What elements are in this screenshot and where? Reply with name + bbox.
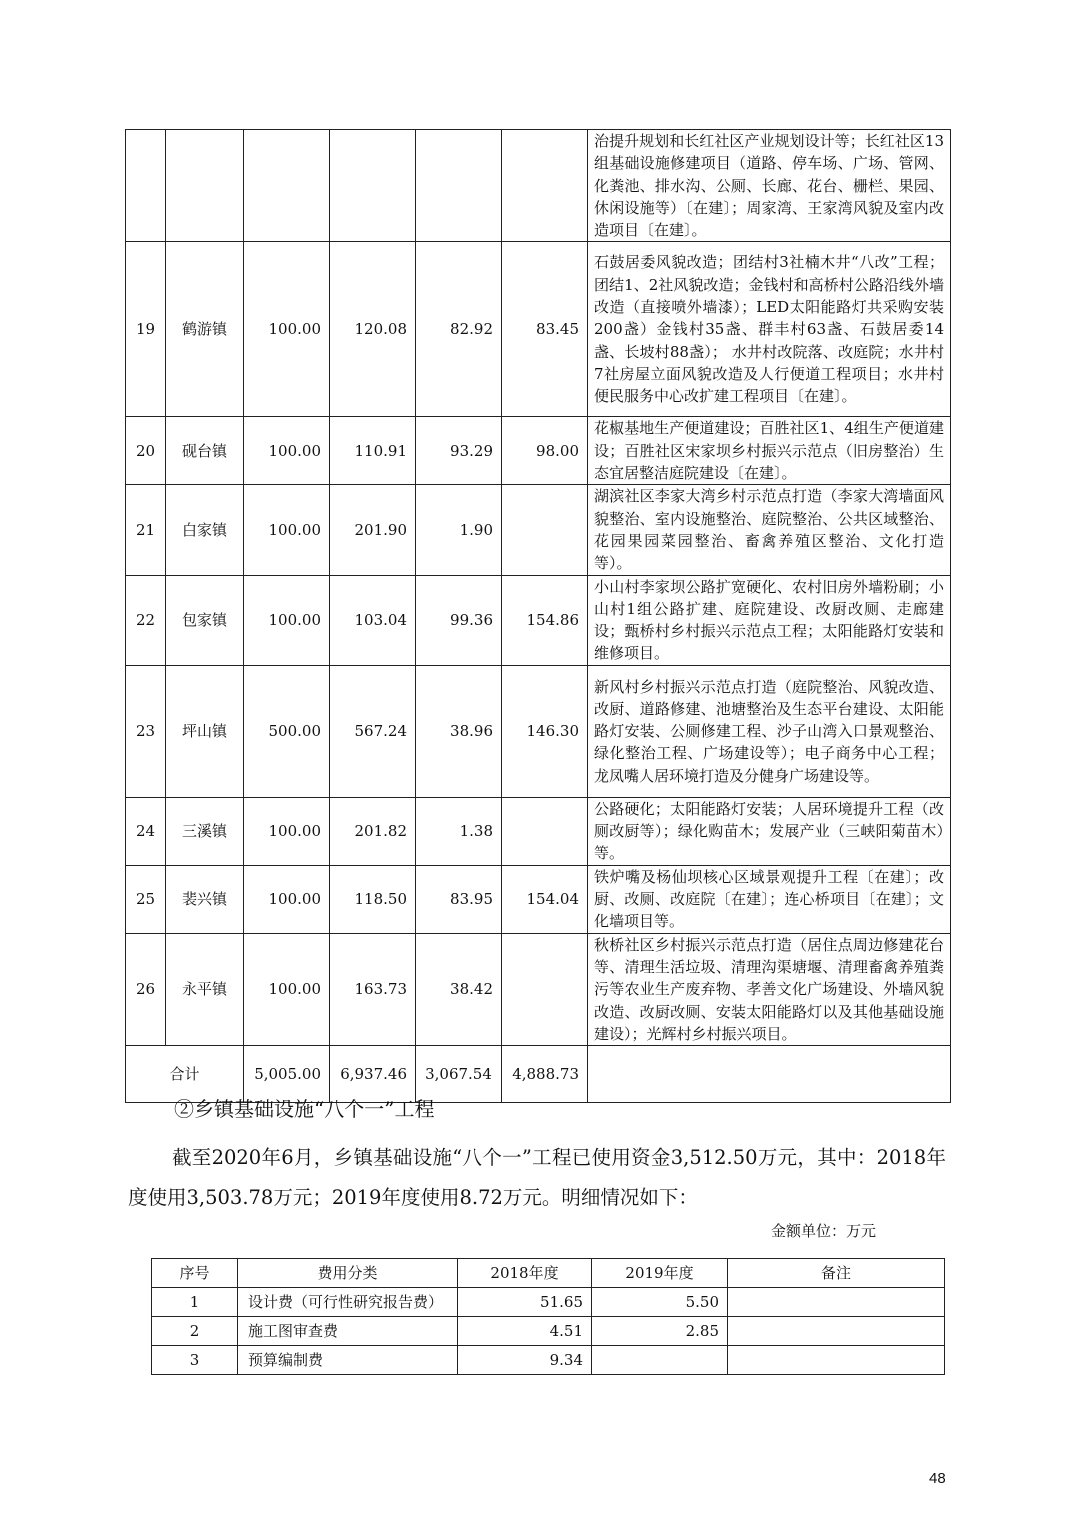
header-note: 备注 [728, 1259, 945, 1288]
value-2019 [592, 1346, 728, 1375]
value-cell [502, 130, 588, 242]
value-cell: 201.90 [330, 485, 416, 575]
value-cell [502, 797, 588, 865]
value-cell: 83.45 [502, 242, 588, 417]
town-name: 包家镇 [166, 575, 244, 665]
project-description: 铁炉嘴及杨仙坝核心区域景观提升工程〔在建〕；改厨、改厕、改庭院〔在建〕；连心桥项目〔在建〕；文化墙项目等。 [588, 865, 951, 933]
expense-table [151, 1258, 945, 1375]
table-row [126, 417, 951, 485]
value-cell: 82.92 [416, 242, 502, 417]
row-number: 22 [126, 575, 166, 665]
value-cell: 100.00 [244, 797, 330, 865]
total-value: 5,005.00 [244, 1046, 330, 1103]
town-name: 永平镇 [166, 933, 244, 1045]
value-2019: 5.50 [592, 1288, 728, 1317]
total-description [588, 1046, 951, 1103]
value-cell: 146.30 [502, 665, 588, 797]
value-cell: 201.82 [330, 797, 416, 865]
project-description: 花椒基地生产便道建设；百胜社区1、4组生产便道建设；百胜社区宋家坝乡村振兴示范点（旧房整治）生态宜居整洁庭院建设〔在建〕。 [588, 417, 951, 485]
value-cell: 567.24 [330, 665, 416, 797]
section-title: ②乡镇基础设施“八个一”工程 [174, 1097, 435, 1121]
note-cell [728, 1346, 945, 1375]
total-value: 6,937.46 [330, 1046, 416, 1103]
value-cell: 1.38 [416, 797, 502, 865]
value-cell: 118.50 [330, 865, 416, 933]
total-value: 4,888.73 [502, 1046, 588, 1103]
project-description: 公路硬化；太阳能路灯安装；人居环境提升工程（改厕改厨等）；绿化购苗木；发展产业（三峡阳菊苗木）等。 [588, 797, 951, 865]
town-name: 坪山镇 [166, 665, 244, 797]
table-row [126, 665, 951, 797]
value-cell: 154.04 [502, 865, 588, 933]
value-cell [416, 130, 502, 242]
value-cell: 38.42 [416, 933, 502, 1045]
note-cell [728, 1317, 945, 1346]
table-row [126, 797, 951, 865]
value-cell [502, 933, 588, 1045]
row-number: 26 [126, 933, 166, 1045]
table-row [152, 1288, 945, 1317]
table-row [126, 865, 951, 933]
town-name [166, 130, 244, 242]
value-cell: 100.00 [244, 933, 330, 1045]
table-row [126, 485, 951, 575]
value-cell [502, 485, 588, 575]
project-description: 治提升规划和长红社区产业规划设计等；长红社区13组基础设施修建项目（道路、停车场、广场、管网、化粪池、排水沟、公厕、长廊、花台、栅栏、果园、休闲设施等）〔在建〕；周家湾、王家湾风貌及室内改造项目〔在建〕。 [588, 130, 951, 242]
value-cell [244, 130, 330, 242]
total-label: 合计 [126, 1046, 244, 1103]
row-number: 19 [126, 242, 166, 417]
value-2018: 4.51 [458, 1317, 592, 1346]
value-cell: 500.00 [244, 665, 330, 797]
row-number: 24 [126, 797, 166, 865]
header-2018: 2018年度 [458, 1259, 592, 1288]
table-row [126, 130, 951, 242]
value-2018: 9.34 [458, 1346, 592, 1375]
unit-note: 金额单位：万元 [770, 1222, 876, 1240]
row-number: 21 [126, 485, 166, 575]
project-description: 石鼓居委风貌改造；团结村3社楠木井“八改”工程；团结1、2社风貌改造；金钱村和高桥村公路沿线外墙改造（直接喷外墙漆）；LED太阳能路灯共采购安装200盏）金钱村35盏、群丰村63盏、石鼓居委14盏、长坡村88盏）； 水井村改院落、改庭院；水井村7社房屋立面风貌改造及人行便道工程项目；水井村便民服务中心改扩建工程项目〔在建〕。 [588, 242, 951, 417]
value-cell: 83.95 [416, 865, 502, 933]
value-cell: 103.04 [330, 575, 416, 665]
value-cell: 100.00 [244, 575, 330, 665]
value-cell: 110.91 [330, 417, 416, 485]
value-cell: 100.00 [244, 865, 330, 933]
project-description: 秋桥社区乡村振兴示范点打造（居住点周边修建花台等、清理生活垃圾、清理沟渠塘堰、清理畜禽养殖粪污等农业生产废弃物、孝善文化广场建设、外墙风貌改造、改厨改厕、安装太阳能路灯以及其他基础设施建设）；光辉村乡村振兴项目。 [588, 933, 951, 1045]
project-description: 小山村李家坝公路扩宽硬化、农村旧房外墙粉刷；小山村1组公路扩建、庭院建设、改厨改厕、走廊建设；甄桥村乡村振兴示范点工程；太阳能路灯安装和维修项目。 [588, 575, 951, 665]
value-cell: 98.00 [502, 417, 588, 485]
table-row [126, 575, 951, 665]
note-cell [728, 1288, 945, 1317]
row-number: 25 [126, 865, 166, 933]
town-name: 白家镇 [166, 485, 244, 575]
row-index: 3 [152, 1346, 238, 1375]
table-row [152, 1317, 945, 1346]
expense-category: 预算编制费 [238, 1346, 458, 1375]
value-cell: 120.08 [330, 242, 416, 417]
value-cell: 1.90 [416, 485, 502, 575]
body-paragraph: 截至2020年6月，乡镇基础设施“八个一”工程已使用资金3,512.50万元，其中：2018年度使用3,503.78万元；2019年度使用8.72万元。明细情况如下： [128, 1146, 946, 1209]
value-2019: 2.85 [592, 1317, 728, 1346]
expense-category: 施工图审查费 [238, 1317, 458, 1346]
value-cell: 154.86 [502, 575, 588, 665]
expense-category: 设计费（可行性研究报告费） [238, 1288, 458, 1317]
town-funding-table [125, 129, 951, 1103]
project-description: 新风村乡村振兴示范点打造（庭院整治、风貌改造、改厨、道路修建、池塘整治及生态平台建设、太阳能路灯安装、公厕修建工程、沙子山湾入口景观整治、绿化整治工程、广场建设等）；电子商务中心工程；龙凤嘴人居环境打造及分健身广场建设等。 [588, 665, 951, 797]
total-value: 3,067.54 [416, 1046, 502, 1103]
table-row [152, 1346, 945, 1375]
value-2018: 51.65 [458, 1288, 592, 1317]
row-number: 20 [126, 417, 166, 485]
header-category: 费用分类 [238, 1259, 458, 1288]
table-header-row [152, 1259, 945, 1288]
town-name: 砚台镇 [166, 417, 244, 485]
row-index: 1 [152, 1288, 238, 1317]
town-name: 三溪镇 [166, 797, 244, 865]
row-index: 2 [152, 1317, 238, 1346]
value-cell [330, 130, 416, 242]
header-2019: 2019年度 [592, 1259, 728, 1288]
value-cell: 100.00 [244, 417, 330, 485]
project-description: 湖滨社区李家大湾乡村示范点打造（李家大湾墙面风貌整治、室内设施整治、庭院整治、公共区域整治、花园果园菜园整治、畜禽养殖区整治、文化打造等）。 [588, 485, 951, 575]
table-row [126, 933, 951, 1045]
page-number: 48 [929, 1470, 946, 1487]
value-cell: 99.36 [416, 575, 502, 665]
town-name: 裴兴镇 [166, 865, 244, 933]
header-index: 序号 [152, 1259, 238, 1288]
row-number: 23 [126, 665, 166, 797]
table-row [126, 242, 951, 417]
value-cell: 93.29 [416, 417, 502, 485]
value-cell: 163.73 [330, 933, 416, 1045]
value-cell: 100.00 [244, 485, 330, 575]
town-name: 鹤游镇 [166, 242, 244, 417]
row-number [126, 130, 166, 242]
value-cell: 100.00 [244, 242, 330, 417]
value-cell: 38.96 [416, 665, 502, 797]
